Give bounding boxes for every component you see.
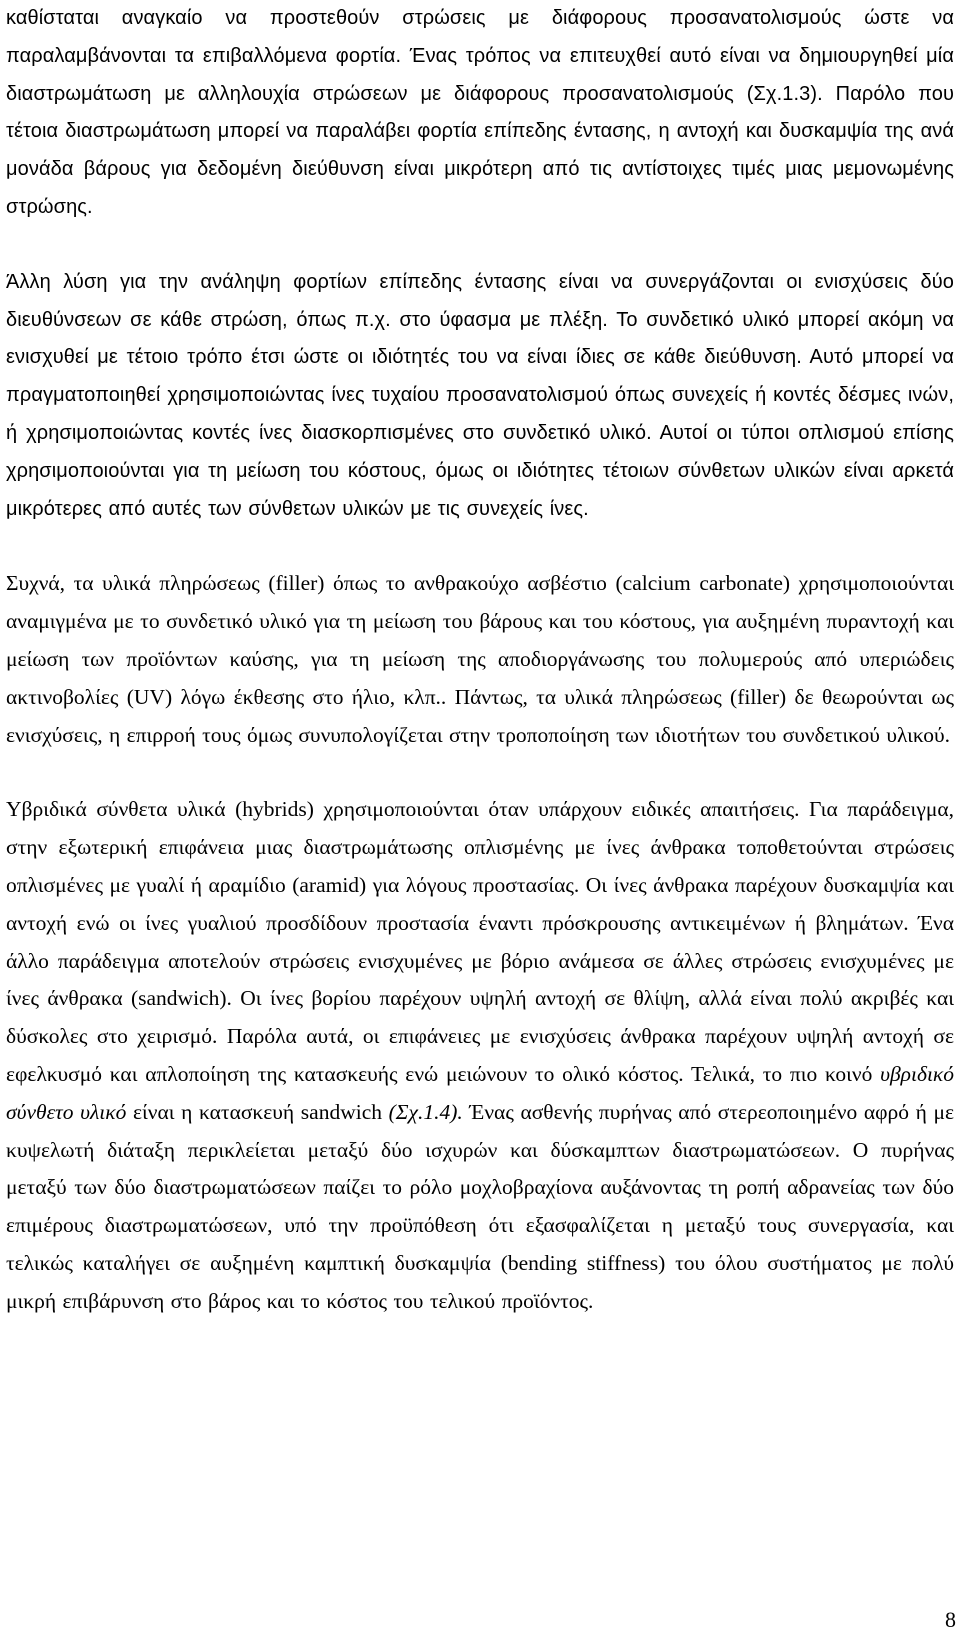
paragraph-gap [6, 528, 954, 565]
paragraph-gap [6, 227, 954, 264]
hybrids-text-part-1: Υβριδικά σύνθετα υλικά (hybrids) χρησιμοποιούνται όταν υπάρχουν ειδικές απαιτήσεις. Για παράδειγμα, στην εξωτερική επιφάνεια μιας διαστρωμάτωσης οπλισμένης με ίνες άνθρακα τοποθετούνται στρώσεις οπλισμένες με γυαλί ή αραμίδιο (aramid) για λόγους προστασίας. Οι ίνες άνθρακα παρέχουν δυσκαμψία και αντοχή ενώ οι ίνες γυαλιού προσδίδουν προστασία έναντι πρόσκρουσης αντικειμένων ή βλημάτων. Ένα άλλο παράδειγμα αποτελούν στρώσεις ενισχυμένες με βόριο ανάμεσα σε άλλες στρώσεις ενισχυμένες με ίνες άνθρακα (sandwich). Οι ίνες βορίου παρέχουν υψηλή αντοχή σε θλίψη, αλλά είναι πολύ ακριβές και δύσκολες στο χειρισμό. Παρόλα αυτά, οι επιφάνειες με ενισχύσεις άνθρακα παρέχουν υψηλή αντοχή σε εφελκυσμό και απλοποίηση της κατασκευής ενώ μειώνουν το ολικό κόστος. Τελικά, το πιο κοινό [6, 797, 954, 1086]
page-number: 8 [945, 1607, 956, 1632]
paragraph-hybrids [6, 791, 954, 1320]
paragraph-fillers: Συχνά, τα υλικά πληρώσεως (filler) όπως το ανθρακούχο ασβέστιο (calcium carbonate) χρησιμοποιούνται αναμιγμένα με το συνδετικό υλικό για τη μείωση του βάρους και του κόστους, για αυξημένη πυραντοχή και μείωση των προϊόντων καύσης, για τη μείωση της αποδιοργάνωσης του πολυμερούς από υπεριώδεις ακτινοβολίες (UV) λόγω έκθεσης στο ήλιο, κλπ.. Πάντως, τα υλικά πληρώσεως (filler) δε θεωρούνται ως ενισχύσεις, η επιρροή τους όμως συνυπολογίζεται στην τροποποίηση των ιδιοτήτων του συνδετικού υλικού. [6, 571, 954, 747]
paragraph-laminate-orientation: καθίσταται αναγκαίο να προστεθούν στρώσεις με διάφορους προσανατολισμούς ώστε να παραλαμβάνονται τα επιβαλλόμενα φορτία. Ένας τρόπος να επιτευχθεί αυτό είναι να δημιουργηθεί μία διαστρωμάτωση με αλληλουχία στρώσεων με διάφορους προσανατολισμούς (Σχ.1.3). Παρόλο που τέτοια διαστρωμάτωση μπορεί να παραλάβει φορτία επίπεδης έντασης, η αντοχή και δυσκαμψία της ανά μονάδα βάρους για δεδομένη διεύθυνση είναι μικρότερη από τις αντίστοιχες τιμές μιας μεμονωμένης στρώσης. [6, 7, 954, 218]
figure-reference: (Σχ.1.4). [388, 1099, 463, 1124]
hybrids-text-part-2: είναι η κατασκευή sandwich [126, 1099, 389, 1124]
paragraph-gap [6, 754, 954, 791]
hybrids-text-part-3: Ένας ασθενής πυρήνας από στερεοποιημένο αφρό ή με κυψελωτή διάταξη περικλείεται μεταξύ δύο ισχυρών και δύσκαμπτων διαστρωματώσεων. Ο πυρήνας μεταξύ των δύο διαστρωματώσεων παίζει το ρόλο μοχλοβραχίονα αυξάνοντας τη ροπή αδρανείας των δύο επιμέρους διαστρωματώσεων, υπό την προϋπόθεση ότι εξασφαλίζεται η μεταξύ τους συνεργασία, και τελικώς καταλήγει σε αυξημένη καμπτική δυσκαμψία (bending stiffness) του όλου συστήματος με πολύ μικρή επιβάρυνση στο βάρος και το κόστος του τελικού προϊόντος. [6, 1099, 955, 1313]
hybrid-composite-term: υβριδικό σύνθετο υλικό [6, 1061, 954, 1124]
paragraph-two-direction-reinforcement: Άλλη λύση για την ανάληψη φορτίων επίπεδης έντασης είναι να συνεργάζονται οι ενισχύσεις δύο διευθύνσεων σε κάθε στρώση, όπως π.χ. στο ύφασμα με πλέξη. Το συνδετικό υλικό μπορεί ακόμη να ενισχυθεί με τέτοιο τρόπο έτσι ώστε οι ιδιότητές του να είναι ίδιες σε κάθε διεύθυνση. Αυτό μπορεί να πραγματοποιηθεί χρησιμοποιώντας ίνες τυχαίου προσανατολισμού όπως συνεχείς ή κοντές δέσμες ινών, ή χρησιμοποιώντας κοντές ίνες διασκορπισμένες στο συνδετικό υλικό. Αυτοί οι τύποι οπλισμού επίσης χρησιμοποιούνται για τη μείωση του κόστους, όμως οι ιδιότητες τέτοιων σύνθετων υλικών είναι αρκετά μικρότερες από αυτές των σύνθετων υλικών με τις συνεχείς ίνες. [6, 270, 954, 520]
document-page [6, 0, 954, 1321]
